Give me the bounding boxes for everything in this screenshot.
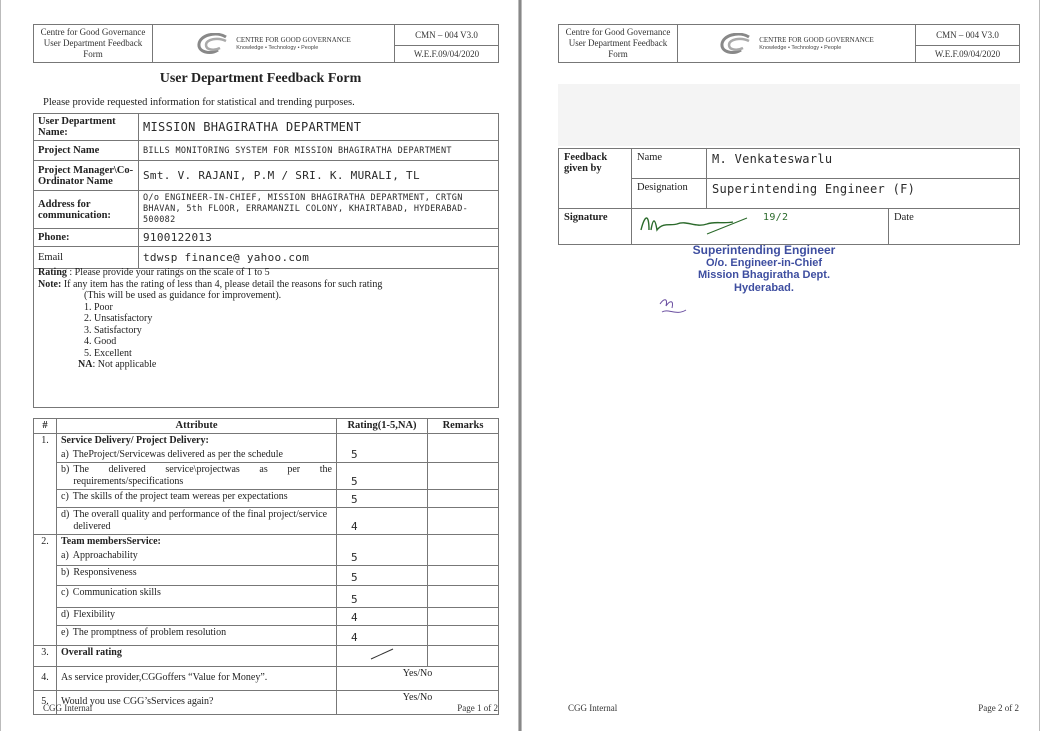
row-number: 3. xyxy=(34,645,57,666)
item-letter: c) xyxy=(61,586,69,598)
col-rating-header: Rating(1-5,NA) xyxy=(337,419,428,434)
rating-value[interactable]: 5 xyxy=(337,463,428,490)
rating-value[interactable]: 5 xyxy=(337,565,428,585)
info-label: Email xyxy=(34,247,139,269)
overall-rating-row xyxy=(34,645,499,666)
department-info-table xyxy=(33,113,499,269)
col-attribute-header: Attribute xyxy=(57,419,337,434)
feedback-given-by-label: Feedback given by xyxy=(559,149,632,209)
doc-code: CMN – 004 V3.0 xyxy=(916,28,1019,46)
remarks-cell[interactable] xyxy=(428,490,499,508)
value-for-money-question: As service provider,CGGoffers “Value for Money”. xyxy=(57,666,337,690)
item-letter: d) xyxy=(61,608,70,620)
attribute-row xyxy=(34,490,499,508)
name-label: Name xyxy=(632,149,707,179)
rating-instructions xyxy=(33,265,499,408)
signature-field[interactable] xyxy=(632,209,889,245)
page-number: Page 1 of 2 xyxy=(457,703,498,713)
stamp-line: Superintending Engineer xyxy=(692,243,836,257)
initials-scribble xyxy=(658,296,692,318)
info-row xyxy=(34,161,499,191)
note-label: Note: xyxy=(38,278,62,290)
overall-rating-value[interactable] xyxy=(337,645,428,666)
remarks-cell[interactable] xyxy=(428,463,499,490)
date-label: Date xyxy=(889,209,1020,245)
item-letter: e) xyxy=(61,626,69,638)
col-num-header: # xyxy=(34,419,57,434)
section-number: 1. xyxy=(34,434,57,535)
department-name-value: MISSION BHAGIRATHA DEPARTMENT xyxy=(139,114,499,141)
logo-subtitle: Knowledge • Technology • People xyxy=(759,44,842,51)
official-stamp xyxy=(679,244,849,294)
signed-date: 19/2 xyxy=(763,212,789,223)
stamp-line: O/o. Engineer-in-Chief xyxy=(705,256,823,269)
rating-value[interactable]: 5 xyxy=(337,549,428,565)
logo-title: CENTRE FOR GOOD GOVERNANCE xyxy=(236,35,351,44)
form-name: User Department Feedback Form xyxy=(568,38,668,59)
signature-scribble xyxy=(637,212,757,236)
info-row xyxy=(34,141,499,161)
rating-value[interactable]: 5 xyxy=(337,448,428,463)
section-row xyxy=(34,434,499,449)
page-2-header xyxy=(558,24,1020,63)
redacted-area xyxy=(558,84,1020,146)
scale-item: 2. Unsatisfactory xyxy=(94,313,494,325)
row-number: 5. xyxy=(34,690,57,714)
stamp-line: Mission Bhagiratha Dept. xyxy=(697,269,831,281)
org-name: Centre for Good Governance xyxy=(40,27,146,37)
value-for-money-row xyxy=(34,666,499,690)
project-manager-value: Smt. V. RAJANI, P.M / SRI. K. MURALI, TL xyxy=(139,161,499,191)
intro-text: Please provide requested information for statistical and trending purposes. xyxy=(43,97,355,108)
attribute-text: Communication skills xyxy=(72,586,161,598)
item-letter: c) xyxy=(61,491,69,502)
feedback-given-by-table xyxy=(558,148,1020,245)
info-label: Address for communication: xyxy=(34,191,139,229)
remarks-cell[interactable] xyxy=(428,607,499,625)
page-number: Page 2 of 2 xyxy=(978,703,1019,713)
col-remarks-header: Remarks xyxy=(428,419,499,434)
attribute-text: TheProject/Servicewas delivered as per the schedule xyxy=(72,449,283,460)
row-number: 4. xyxy=(34,666,57,690)
attribute-row xyxy=(34,448,499,463)
org-name-cell xyxy=(34,25,153,63)
wef-date: W.E.F.09/04/2020 xyxy=(934,48,1001,59)
attribute-row xyxy=(34,565,499,585)
remarks-cell[interactable] xyxy=(428,625,499,645)
designation-label: Designation xyxy=(632,179,707,209)
rating-scale-list xyxy=(38,302,494,360)
attribute-row xyxy=(34,607,499,625)
info-label: User Department Name: xyxy=(34,114,139,141)
address-value: O/o ENGINEER-IN-CHIEF, MISSION BHAGIRATHA DEPARTMENT, CRTGN BHAVAN, 5th FLOOR, ERRAMANZIL COLONY, KHAIRTABAD, HYDERABAD-500082 xyxy=(139,191,499,229)
attribute-text: The skills of the project team wereas per expectations xyxy=(72,491,288,502)
attribute-row xyxy=(34,508,499,535)
rating-value[interactable]: 4 xyxy=(337,625,428,645)
footer-classification: CGG Internal xyxy=(568,703,618,713)
remarks-cell[interactable] xyxy=(428,549,499,565)
remarks-cell[interactable] xyxy=(428,585,499,607)
wef-date: W.E.F.09/04/2020 xyxy=(413,48,480,59)
attribute-text: The promptness of problem resolution xyxy=(72,626,227,638)
signature-label: Signature xyxy=(559,209,632,245)
overall-rating-label: Overall rating xyxy=(61,646,122,658)
rating-value[interactable]: 4 xyxy=(337,508,428,535)
attribute-text: The overall quality and performance of the final project/service delivered xyxy=(73,509,328,532)
section-title: Service Delivery/ Project Delivery: xyxy=(61,435,209,446)
use-again-row xyxy=(34,690,499,714)
attribute-row xyxy=(34,625,499,645)
section-title: Team membersService: xyxy=(61,536,161,547)
attribute-rating-table xyxy=(33,418,499,715)
page-1 xyxy=(0,0,519,731)
remarks-cell[interactable] xyxy=(428,508,499,535)
scale-item: 4. Good xyxy=(94,336,494,348)
attribute-text: Flexibility xyxy=(73,608,116,620)
info-label: Project Manager\Co-Ordinator Name xyxy=(34,161,139,191)
org-name-cell xyxy=(559,25,678,63)
attribute-row xyxy=(34,549,499,565)
remarks-cell[interactable] xyxy=(428,448,499,463)
rating-value[interactable]: 5 xyxy=(337,585,428,607)
info-row xyxy=(34,191,499,229)
note-text-2: (This will be used as guidance for improvement). xyxy=(84,290,282,301)
section-number: 2. xyxy=(34,535,57,646)
cgg-swirl-icon xyxy=(719,33,755,55)
name-value[interactable]: M. Venkateswarlu xyxy=(707,149,1020,179)
scale-item: 1. Poor xyxy=(94,302,494,314)
rating-text: : Please provide your ratings on the scale of 1 to 5 xyxy=(69,267,270,278)
remarks-cell[interactable] xyxy=(428,645,499,666)
note-text: If any item has the rating of less than 4, please detail the reasons for such rating xyxy=(63,278,383,290)
logo-title: CENTRE FOR GOOD GOVERNANCE xyxy=(759,35,874,44)
info-label: Phone: xyxy=(34,229,139,247)
page-2 xyxy=(521,0,1040,731)
stamp-line: Hyderabad. xyxy=(734,281,794,294)
cgg-swirl-icon xyxy=(196,33,232,55)
na-text: : Not applicable xyxy=(92,359,157,370)
form-name: User Department Feedback Form xyxy=(43,38,143,59)
cgg-logo xyxy=(157,33,390,55)
check-mark-icon xyxy=(367,647,397,661)
rating-value[interactable]: 4 xyxy=(337,607,428,625)
item-letter: b) xyxy=(61,464,70,475)
email-value: tdwsp finance@ yahoo.com xyxy=(139,247,499,269)
scale-item: 5. Excellent xyxy=(94,348,494,360)
attribute-text: The delivered service\projectwas as per the requirements/specifications xyxy=(73,464,332,487)
attribute-text: Approachability xyxy=(72,550,138,561)
scale-item: 3. Satisfactory xyxy=(94,325,494,337)
info-row xyxy=(34,229,499,247)
page-title: User Department Feedback Form xyxy=(159,71,362,86)
designation-value[interactable]: Superintending Engineer (F) xyxy=(707,179,1020,209)
value-for-money-answer[interactable]: Yes/No xyxy=(337,666,499,690)
logo-cell xyxy=(678,25,916,63)
footer-classification: CGG Internal xyxy=(43,703,93,713)
item-letter: b) xyxy=(61,566,70,578)
logo-subtitle: Knowledge • Technology • People xyxy=(236,44,319,51)
rating-label: Rating xyxy=(38,267,67,278)
project-name-value: BILLS MONITORING SYSTEM FOR MISSION BHAGIRATHA DEPARTMENT xyxy=(139,141,499,161)
doc-code-cell xyxy=(916,25,1020,63)
doc-code-cell xyxy=(395,25,499,63)
item-letter: d) xyxy=(61,509,70,520)
item-letter: a) xyxy=(61,550,69,561)
org-name: Centre for Good Governance xyxy=(565,27,671,37)
rating-value[interactable]: 5 xyxy=(337,490,428,508)
phone-value: 9100122013 xyxy=(139,229,499,247)
logo-cell xyxy=(153,25,395,63)
na-label: NA xyxy=(78,359,93,370)
attribute-row xyxy=(34,463,499,490)
attribute-row xyxy=(34,585,499,607)
info-label: Project Name xyxy=(34,141,139,161)
use-again-question: Would you use CGG’sServices again? xyxy=(57,690,337,714)
remarks-cell[interactable] xyxy=(428,565,499,585)
use-again-answer[interactable]: Yes/No xyxy=(337,690,499,714)
item-letter: a) xyxy=(61,449,69,460)
page-1-header xyxy=(33,24,499,63)
cgg-logo xyxy=(682,33,911,55)
attribute-text: Responsiveness xyxy=(73,566,137,578)
info-row xyxy=(34,114,499,141)
doc-code: CMN – 004 V3.0 xyxy=(395,28,498,46)
section-row xyxy=(34,535,499,550)
